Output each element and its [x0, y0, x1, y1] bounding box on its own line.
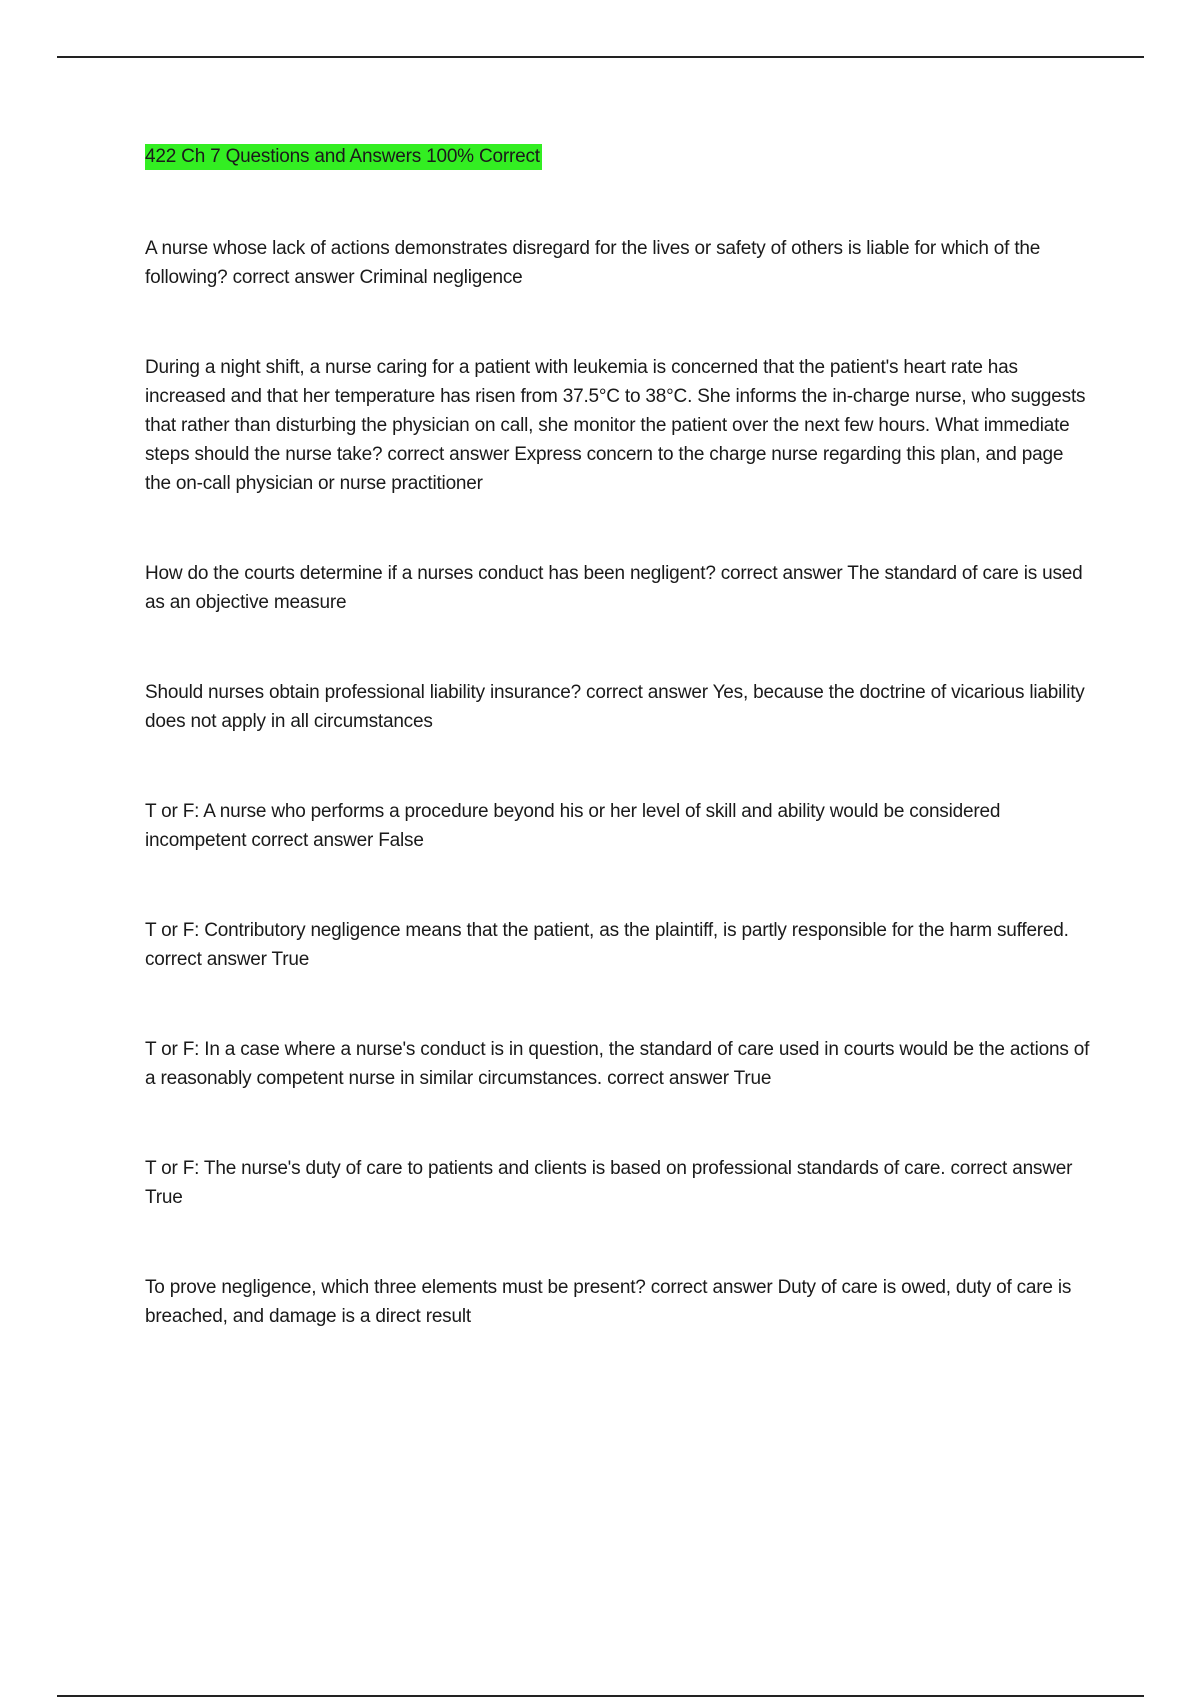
qa-item: T or F: A nurse who performs a procedure beyond his or her level of skill and ability would be considered incompetent correct answer False: [145, 801, 1001, 851]
qa-item: T or F: The nurse's duty of care to patients and clients is based on professional standards of care. correct answer True: [145, 1158, 1073, 1208]
qa-item: T or F: Contributory negligence means that the patient, as the plaintiff, is partly responsible for the harm suffered. correct answer True: [145, 920, 1069, 970]
qa-item: To prove negligence, which three elements must be present? correct answer Duty of care is owed, duty of care is breached, and damage is a direct result: [145, 1277, 1072, 1327]
qa-item: Should nurses obtain professional liability insurance? correct answer Yes, because the doctrine of vicarious liability does not apply in all circumstances: [145, 682, 1085, 732]
document-title: 422 Ch 7 Questions and Answers 100% Correct: [145, 144, 542, 170]
header-rule: [57, 56, 1144, 58]
qa-list: [145, 234, 1090, 1331]
qa-item: How do the courts determine if a nurses conduct has been negligent? correct answer The standard of care is used as an objective measure: [145, 563, 1083, 613]
footer-rule: [57, 1695, 1144, 1697]
document-body: [145, 144, 1090, 1392]
qa-item: A nurse whose lack of actions demonstrates disregard for the lives or safety of others is liable for which of the following? correct answer Criminal negligence: [145, 238, 1041, 288]
qa-item: T or F: In a case where a nurse's conduct is in question, the standard of care used in courts would be the actions of a reasonably competent nurse in similar circumstances. correct answer True: [145, 1039, 1090, 1089]
qa-item: During a night shift, a nurse caring for a patient with leukemia is concerned that the patient's heart rate has increased and that her temperature has risen from 37.5°C to 38°C. She informs the in-charge nurse, who suggests that rather than disturbing the physician on call, she monitor the patient over the next few hours. What immediate steps should the nurse take? correct answer Express concern to the charge nurse regarding this plan, and page the on-call physician or nurse practitioner: [145, 357, 1086, 494]
